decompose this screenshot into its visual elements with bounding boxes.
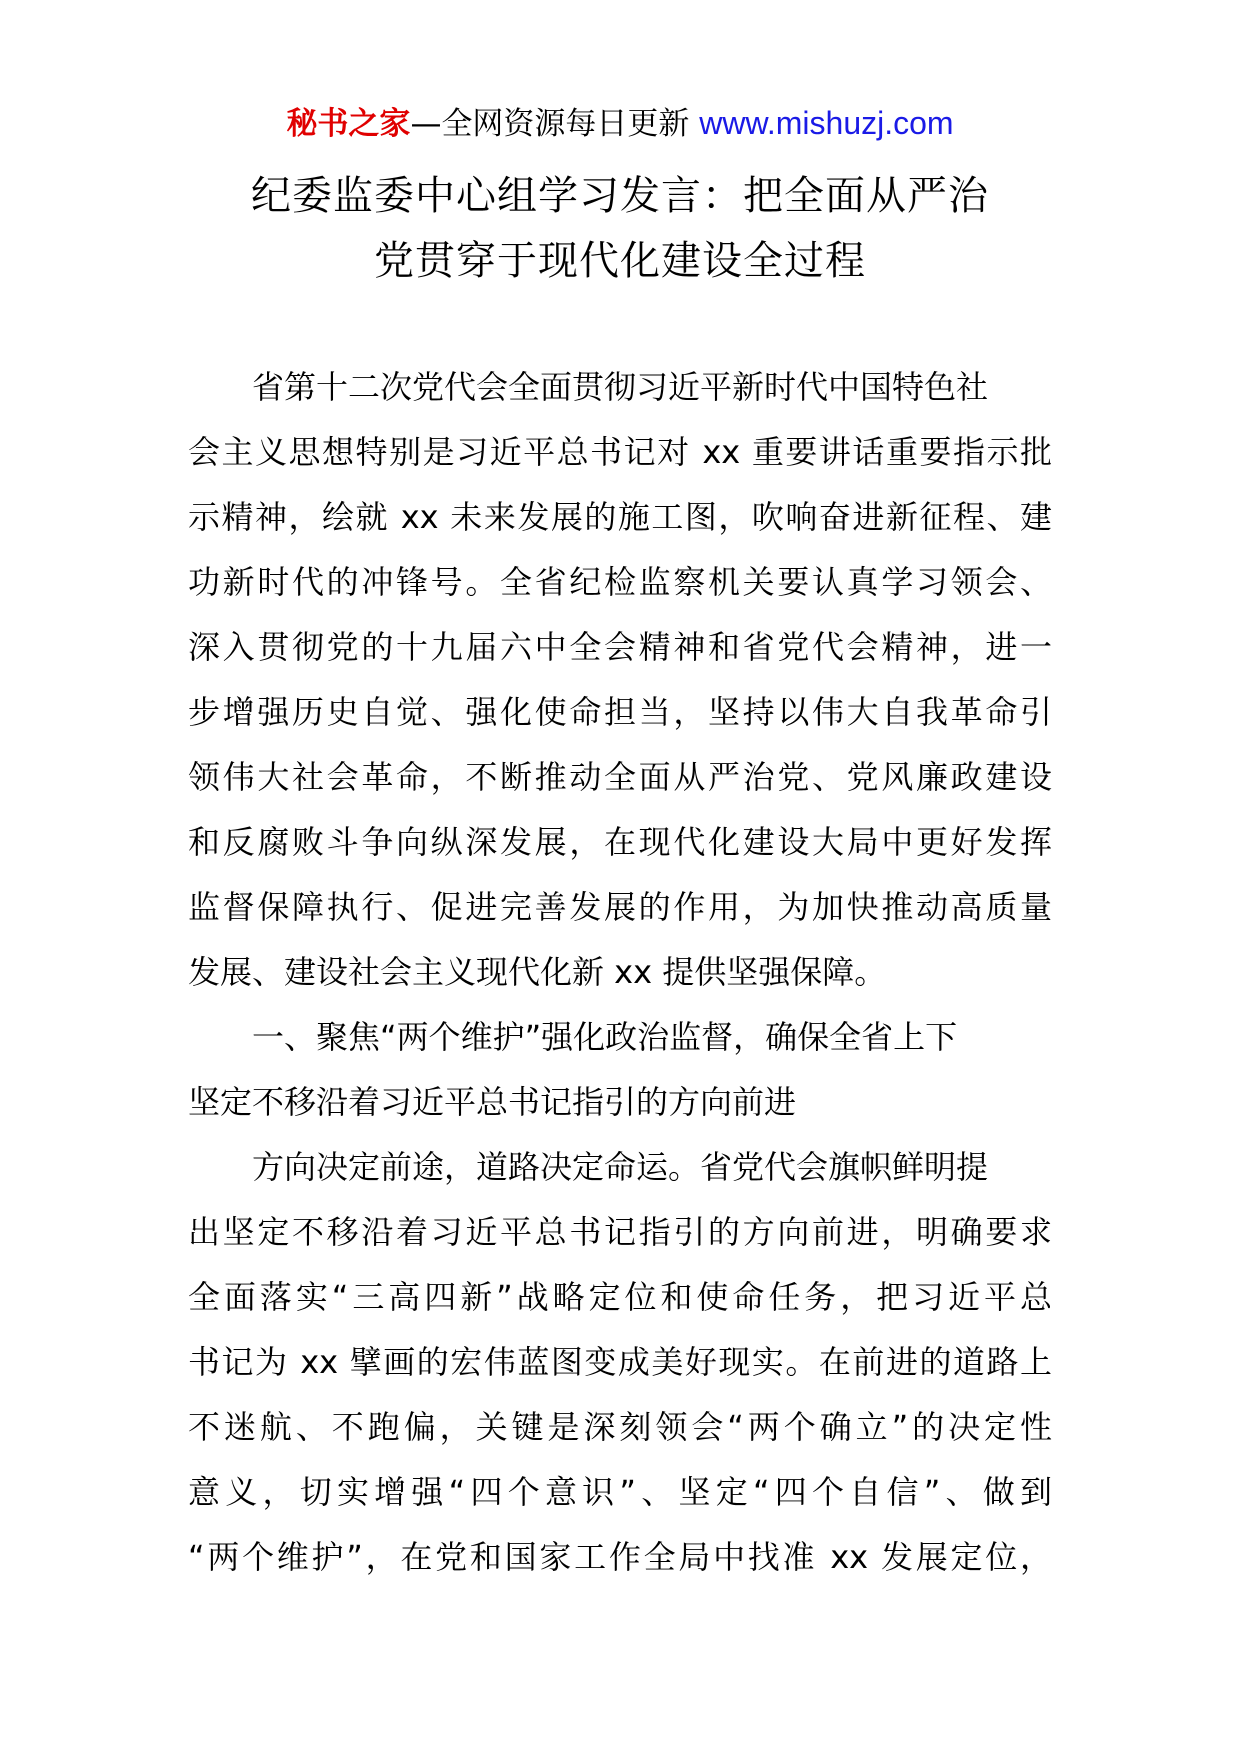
- document-body: [188, 355, 1052, 1590]
- paragraph-line: 会主义思想特别是习近平总书记对 xx 重要讲话重要指示批: [188, 433, 1052, 471]
- paragraph-line: 出坚定不移沿着习近平总书记指引的方向前进，明确要求: [188, 1213, 1052, 1251]
- paragraph-line: “两个维护”，在党和国家工作全局中找准 xx 发展定位，: [188, 1538, 1052, 1576]
- paragraph-line: 全面落实“三高四新”战略定位和使命任务，把习近平总: [188, 1278, 1052, 1316]
- section-heading-line: 一、聚焦“两个维护”强化政治监督，确保全省上下: [252, 1018, 958, 1056]
- paragraph-line: 发展、建设社会主义现代化新 xx 提供坚强保障。: [188, 953, 887, 991]
- paragraph-line: 功新时代的冲锋号。全省纪检监察机关要认真学习领会、: [188, 563, 1052, 601]
- paragraph-line: 和反腐败斗争向纵深发展，在现代化建设大局中更好发挥: [188, 823, 1052, 861]
- header-tagline: —全网资源每日更新: [410, 106, 700, 142]
- paragraph-line: 监督保障执行、促进完善发展的作用，为加快推动高质量: [188, 888, 1052, 926]
- site-url-link[interactable]: www.mishuzj.com: [699, 105, 954, 141]
- paragraph-line: 领伟大社会革命，不断推动全面从严治党、党风廉政建设: [188, 758, 1052, 796]
- paragraph-line: 步增强历史自觉、强化使命担当，坚持以伟大自我革命引: [188, 693, 1052, 731]
- document-title: [0, 164, 1240, 294]
- paragraph-line: 书记为 xx 擘画的宏伟蓝图变成美好现实。在前进的道路上: [188, 1343, 1052, 1381]
- paragraph-line: 示精神，绘就 xx 未来发展的施工图，吹响奋进新征程、建: [188, 498, 1052, 536]
- brand-name: 秘书之家: [286, 106, 411, 142]
- section-heading-line: 坚定不移沿着习近平总书记指引的方向前进: [188, 1083, 797, 1121]
- title-line-2: 党贯穿于现代化建设全过程: [374, 238, 866, 284]
- paragraph-line: 意义，切实增强“四个意识”、坚定“四个自信”、做到: [188, 1473, 1052, 1511]
- site-header: [0, 98, 1240, 149]
- title-line-1: 纪委监委中心组学习发言：把全面从严治: [251, 173, 989, 219]
- paragraph-line: 方向决定前途，道路决定命运。省党代会旗帜鲜明提: [252, 1148, 989, 1186]
- paragraph-line: 省第十二次党代会全面贯彻习近平新时代中国特色社: [252, 368, 989, 406]
- paragraph-line: 深入贯彻党的十九届六中全会精神和省党代会精神，进一: [188, 628, 1052, 666]
- paragraph-line: 不迷航、不跑偏，关键是深刻领会“两个确立”的决定性: [188, 1408, 1052, 1446]
